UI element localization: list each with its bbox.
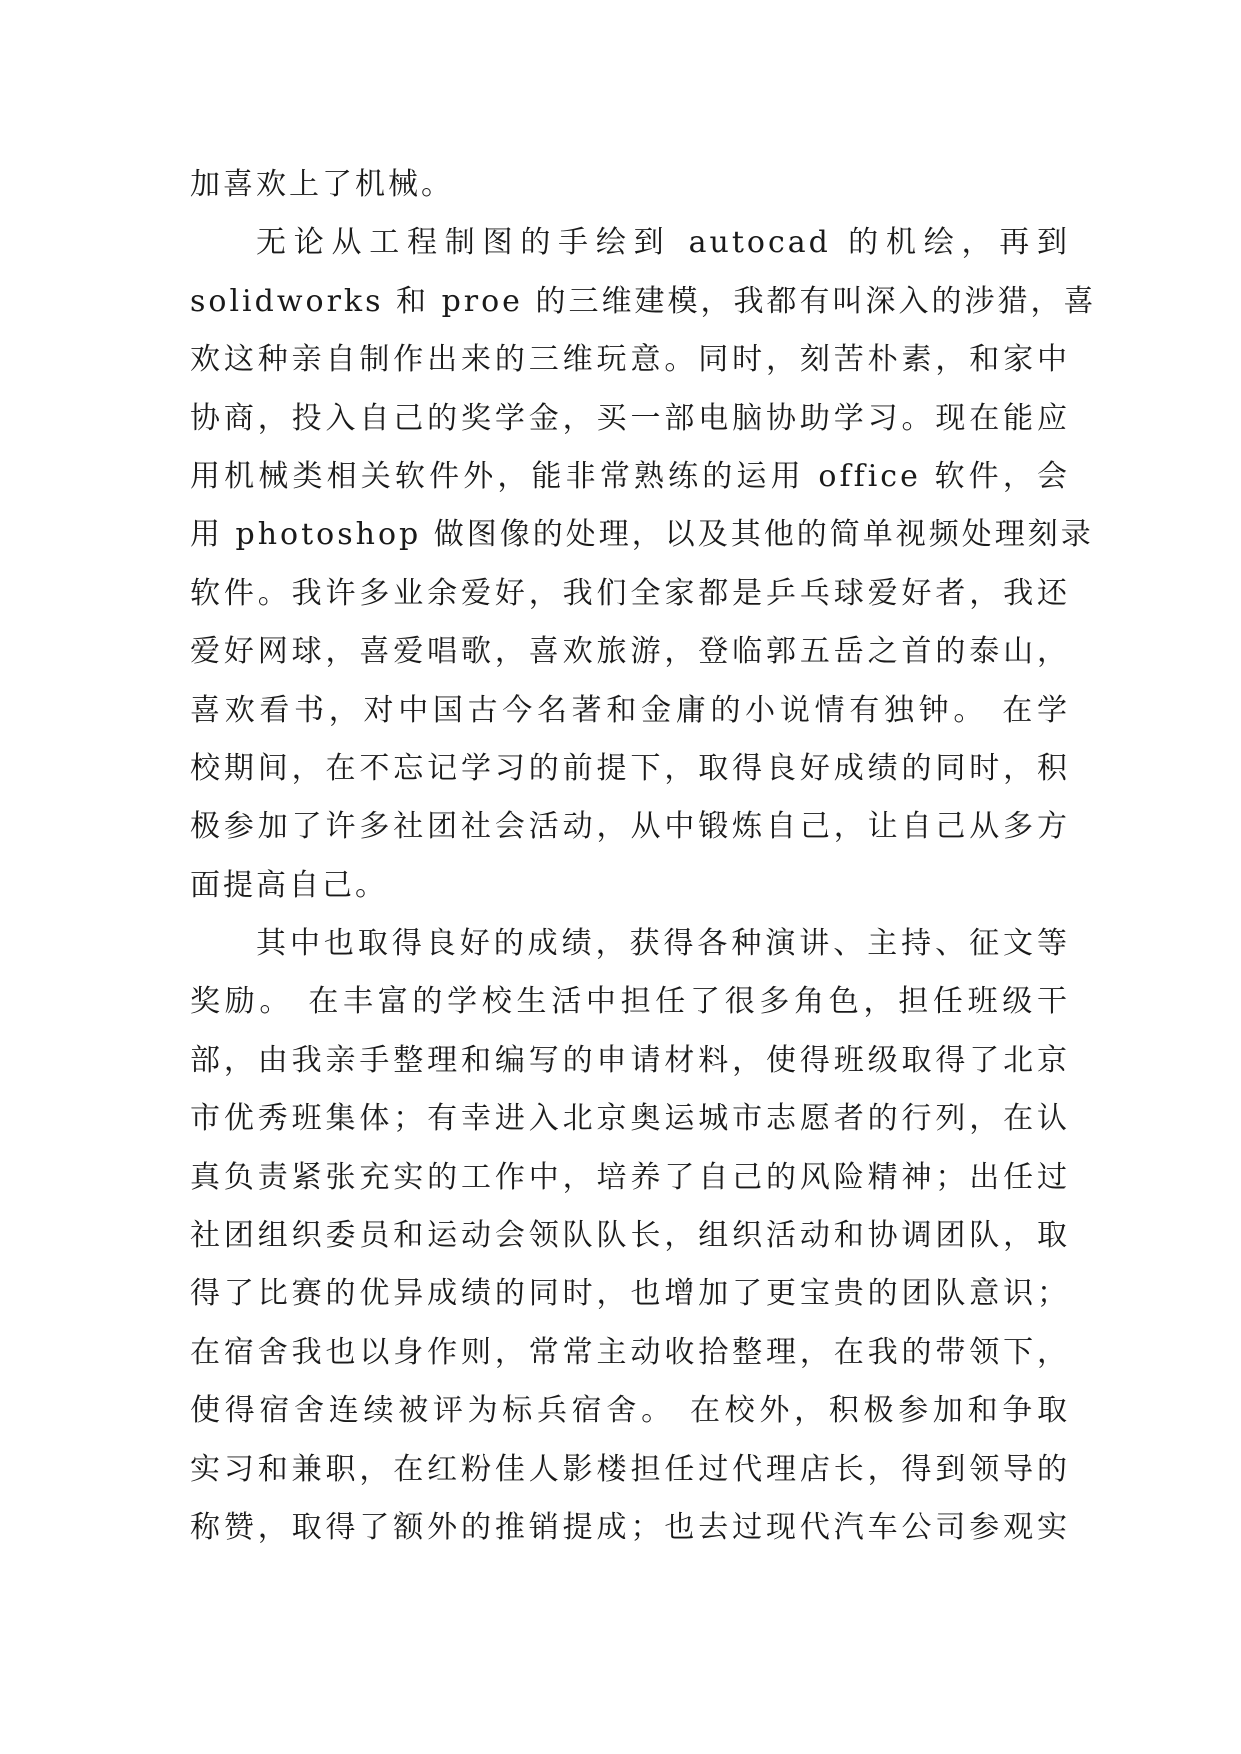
text-line: 校期间，在不忘记学习的前提下，取得良好成绩的同时，积 [190,750,1070,786]
text-line: 市优秀班集体；有幸进入北京奥运城市志愿者的行列，在认 [190,1101,1070,1137]
text-line: 其中也取得良好的成绩，获得各种演讲、主持、征文等 [256,926,1070,962]
text-line: 用机械类相关软件外，能非常熟练的运用 office 软件，会 [190,458,1070,494]
text-line: 爱好网球，喜爱唱歌，喜欢旅游，登临郭五岳之首的泰山， [190,634,1070,670]
text-line: 实习和兼职，在红粉佳人影楼担任过代理店长，得到领导的 [190,1451,1070,1487]
text-line: 喜欢看书，对中国古今名著和金庸的小说情有独钟。 在学 [190,692,1070,728]
text-line: 软件。我许多业余爱好，我们全家都是乒乓球爱好者，我还 [190,575,1070,611]
text-line: 在宿舍我也以身作则，常常主动收拾整理，在我的带领下， [190,1334,1070,1370]
text-line: 称赞，取得了额外的推销提成；也去过现代汽车公司参观实 [190,1509,1070,1545]
text-line: 用 photoshop 做图像的处理，以及其他的简单视频处理刻录 [190,517,1094,553]
text-line: 使得宿舍连续被评为标兵宿舍。 在校外，积极参加和争取 [190,1393,1070,1429]
text-line: 奖励。 在丰富的学校生活中担任了很多角色，担任班级干 [190,984,1070,1020]
text-line: 无论从工程制图的手绘到 autocad 的机绘，再到 [256,225,1070,261]
text-line: 社团组织委员和运动会领队队长，组织活动和协调团队，取 [190,1218,1070,1254]
text-line: 欢这种亲自制作出来的三维玩意。同时，刻苦朴素，和家中 [190,342,1070,378]
text-line: 极参加了许多社团社会活动，从中锻炼自己，让自己从多方 [190,809,1070,845]
body-text [190,156,1097,1557]
text-line: solidworks 和 proe 的三维建模，我都有叫深入的涉猎，喜 [190,283,1097,319]
text-line: 协商，投入自己的奖学金，买一部电脑协助学习。现在能应 [190,400,1070,436]
text-line: 得了比赛的优异成绩的同时，也增加了更宝贵的团队意识； [190,1276,1070,1312]
text-line: 真负责紧张充实的工作中，培养了自己的风险精神；出任过 [190,1159,1070,1195]
text-line: 加喜欢上了机械。 [190,167,454,202]
text-line: 面提高自己。 [190,867,388,903]
text-line: 部，由我亲手整理和编写的申请材料，使得班级取得了北京 [190,1042,1070,1078]
